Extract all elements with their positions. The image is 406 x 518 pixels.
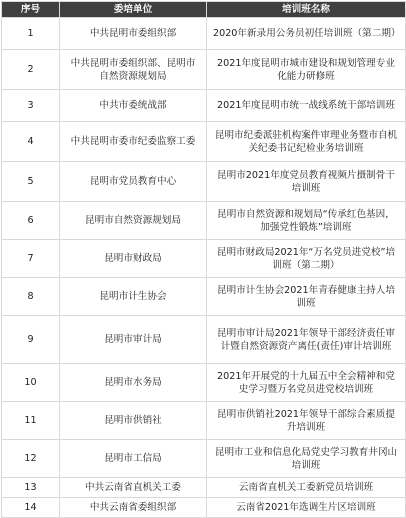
table-row [2, 478, 406, 498]
row-unit: 昆明市水务局 [60, 364, 207, 402]
table-row [2, 498, 406, 518]
row-unit: 昆明市党员教育中心 [60, 162, 207, 202]
row-class-name: 昆明市纪委派驻机构案件审理业务暨市自机关纪委书记纪检业务培训班 [207, 122, 406, 162]
row-index: 3 [2, 90, 60, 122]
row-index: 1 [2, 18, 60, 50]
row-index: 11 [2, 402, 60, 440]
table-row [2, 316, 406, 364]
row-index: 13 [2, 478, 60, 498]
table-row [2, 364, 406, 402]
row-index: 6 [2, 202, 60, 240]
row-class-name: 2021年开展党的十九届五中全会精神和党史学习暨万名党员进党校培训班 [207, 364, 406, 402]
row-unit: 中共昆明市委组织部 [60, 18, 207, 50]
row-index: 8 [2, 278, 60, 316]
row-index: 14 [2, 498, 60, 518]
header-row [2, 2, 406, 18]
row-class-name: 昆明市财政局2021年“万名党员进党校”培训班（第二期） [207, 240, 406, 278]
table-row [2, 90, 406, 122]
table-row [2, 402, 406, 440]
row-index: 9 [2, 316, 60, 364]
header-class-name: 培训班名称 [207, 2, 406, 18]
row-unit: 中共昆明市委市纪委监察工委 [60, 122, 207, 162]
row-class-name: 2020年新录用公务员初任培训班（第二期） [207, 18, 406, 50]
row-class-name: 昆明市工业和信息化局党史学习教育井冈山培训班 [207, 440, 406, 478]
row-index: 2 [2, 50, 60, 90]
row-unit: 中共市委统战部 [60, 90, 207, 122]
row-class-name: 昆明市审计局2021年领导干部经济责任审计暨自然资源资产离任(责任)审计培训班 [207, 316, 406, 364]
row-unit: 昆明市自然资源规划局 [60, 202, 207, 240]
row-unit: 昆明市财政局 [60, 240, 207, 278]
row-class-name: 2021年度昆明市城市建设和规划管理专业化能力研修班 [207, 50, 406, 90]
header-index: 序号 [2, 2, 60, 18]
table-row [2, 162, 406, 202]
table-row [2, 122, 406, 162]
row-unit: 昆明市计生协会 [60, 278, 207, 316]
row-class-name: 2021年度昆明市统一战线系统干部培训班 [207, 90, 406, 122]
table-row [2, 202, 406, 240]
row-class-name: 昆明市2021年度党员教育视频片摄制骨干培训班 [207, 162, 406, 202]
row-unit: 中共昆明市委组织部、昆明市自然资源规划局 [60, 50, 207, 90]
table-header [2, 2, 406, 18]
training-class-table [1, 1, 406, 518]
row-index: 5 [2, 162, 60, 202]
row-unit: 中共云南省直机关工委 [60, 478, 207, 498]
table-row [2, 18, 406, 50]
row-class-name: 云南省2021年选调生片区培训班 [207, 498, 406, 518]
row-class-name: 昆明市自然资源和规划局“传承红色基因，加强党性锻炼”培训班 [207, 202, 406, 240]
row-index: 7 [2, 240, 60, 278]
table-body [2, 18, 406, 518]
table-row [2, 240, 406, 278]
table-row [2, 50, 406, 90]
row-index: 10 [2, 364, 60, 402]
row-class-name: 云南省直机关工委新党员培训班 [207, 478, 406, 498]
row-class-name: 昆明市供销社2021年领导干部综合素质提升培训班 [207, 402, 406, 440]
row-unit: 昆明市工信局 [60, 440, 207, 478]
row-unit: 昆明市供销社 [60, 402, 207, 440]
row-index: 12 [2, 440, 60, 478]
row-class-name: 昆明市计生协会2021年青春健康主持人培训班 [207, 278, 406, 316]
table-row [2, 440, 406, 478]
table-row [2, 278, 406, 316]
header-unit: 委培单位 [60, 2, 207, 18]
row-index: 4 [2, 122, 60, 162]
row-unit: 中共云南省委组织部 [60, 498, 207, 518]
row-unit: 昆明市审计局 [60, 316, 207, 364]
